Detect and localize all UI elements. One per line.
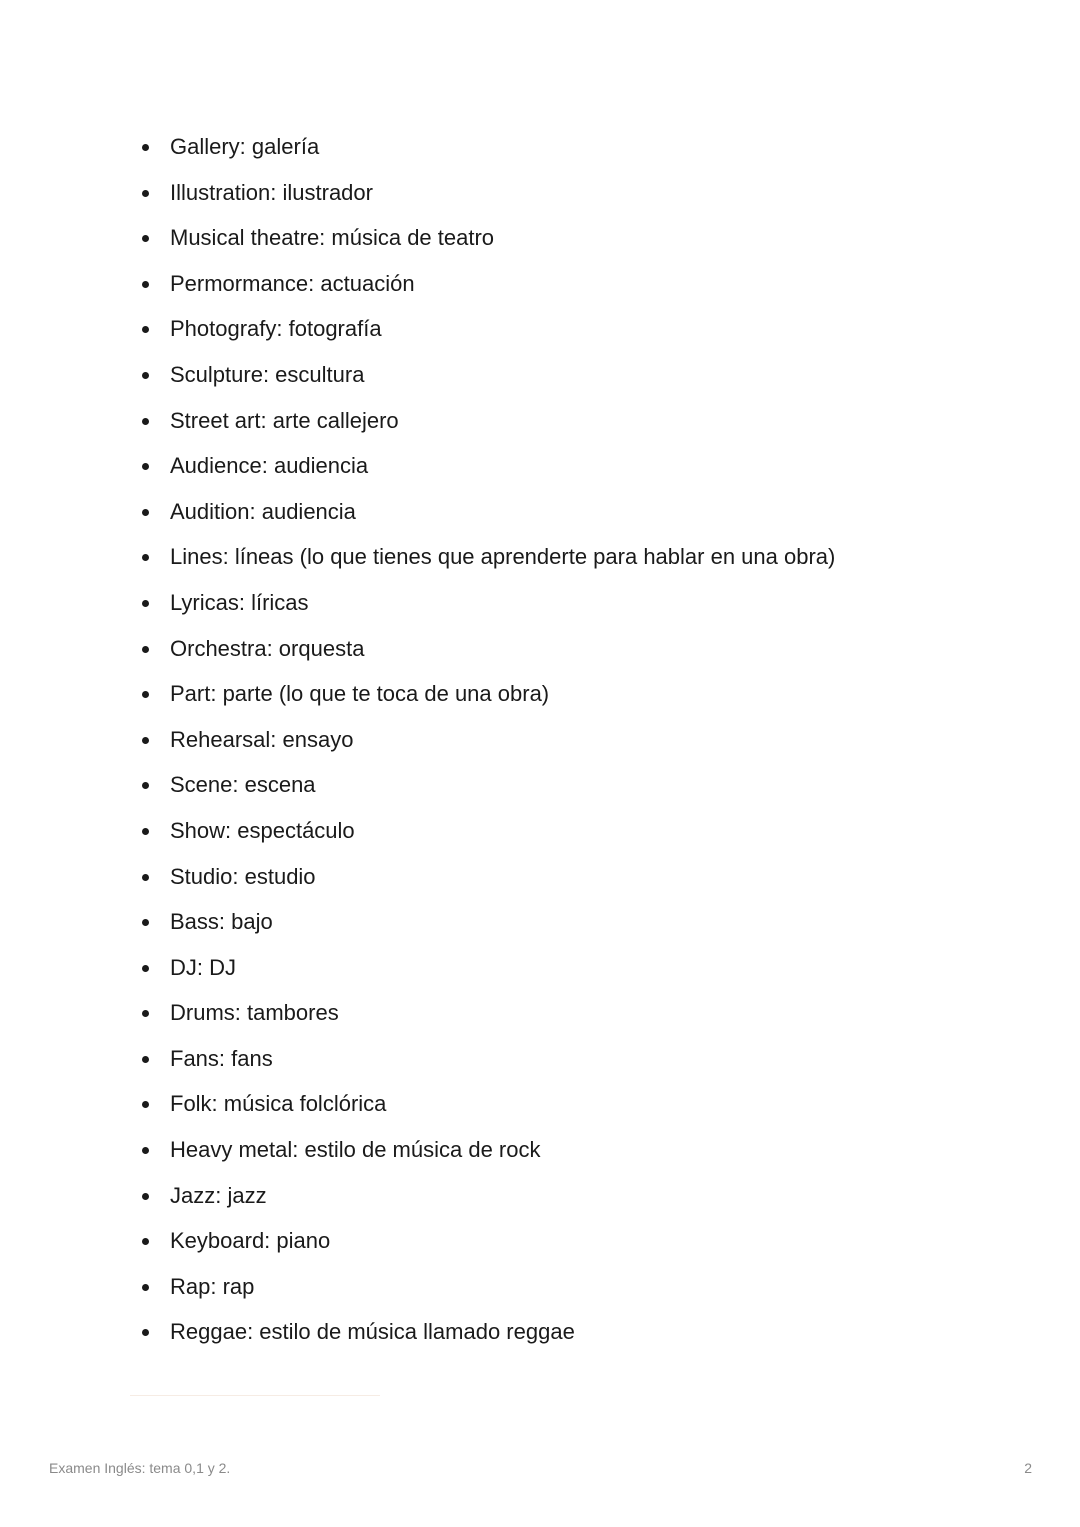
bullet-icon (142, 1193, 149, 1200)
list-item-text: Reggae: estilo de música llamado reggae (170, 1319, 575, 1345)
list-item-text: Gallery: galería (170, 134, 320, 159)
list-item-text: Audition: audiencia (170, 498, 356, 524)
list-item-text: Lyricas: líricas (170, 589, 309, 615)
bullet-icon (142, 372, 149, 379)
list-item-text: Audience: audiencia (170, 453, 369, 479)
list-item-text: Musical theatre: música de teatro (170, 225, 495, 251)
bullet-icon (142, 326, 149, 333)
bullet-icon (142, 190, 149, 197)
list-item-text: Sculpture: escultura (170, 361, 365, 387)
list-item-text: DJ: DJ (170, 954, 236, 980)
bullet-icon (142, 1101, 149, 1108)
bullet-icon (142, 1010, 149, 1017)
bullet-icon (142, 965, 149, 972)
bullet-icon (142, 554, 149, 561)
page-number: 2 (1024, 1460, 1032, 1476)
list-item-text: Fans: fans (170, 1045, 273, 1071)
list-item-text: Part: parte (lo que te toca de una obra) (170, 681, 550, 707)
bullet-icon (142, 782, 149, 789)
list-item-text: Lines: líneas (lo que tienes que aprenderte para hablar en una obra) (170, 544, 836, 570)
list-item-text: Jazz: jazz (170, 1182, 267, 1208)
bullet-icon (142, 418, 149, 425)
list-item-text: Folk: música folclórica (170, 1091, 387, 1117)
footer-title: Examen Inglés: tema 0,1 y 2. (49, 1460, 231, 1476)
list-item-text: Keyboard: piano (170, 1228, 331, 1254)
list-item-text: Rap: rap (170, 1273, 255, 1299)
list-item-text: Studio: estudio (170, 863, 316, 889)
bullet-icon (142, 874, 149, 881)
bullet-icon (142, 144, 149, 151)
list-item-text: Heavy metal: estilo de música de rock (170, 1137, 541, 1163)
bullet-icon (142, 1329, 149, 1336)
divider (130, 1395, 380, 1396)
list-item-text: Drums: tambores (170, 1000, 339, 1026)
bullet-icon (142, 1284, 149, 1291)
list-item-text: Illustration: ilustrador (170, 179, 373, 205)
list-item-text: Permormance: actuación (170, 270, 415, 296)
bullet-icon (142, 1056, 149, 1063)
bullet-icon (142, 463, 149, 470)
bullet-icon (142, 600, 149, 607)
list-item-text: Street art: arte callejero (170, 407, 399, 433)
list-item-text: Rehearsal: ensayo (170, 726, 354, 752)
bullet-icon (142, 509, 149, 516)
bullet-icon (142, 919, 149, 926)
list-item-text: Photografy: fotografía (170, 316, 382, 342)
bullet-icon (142, 691, 149, 698)
list-item-text: Show: espectáculo (170, 817, 355, 843)
list-item-text: Bass: bajo (170, 909, 273, 935)
bullet-icon (142, 281, 149, 288)
bullet-icon (142, 1147, 149, 1154)
list-item-text: Orchestra: orquesta (170, 635, 365, 661)
bullet-icon (142, 235, 149, 242)
bullet-icon (142, 1238, 149, 1245)
bullet-icon (142, 828, 149, 835)
bullet-icon (142, 646, 149, 653)
list-item-text: Scene: escena (170, 772, 316, 798)
bullet-icon (142, 737, 149, 744)
